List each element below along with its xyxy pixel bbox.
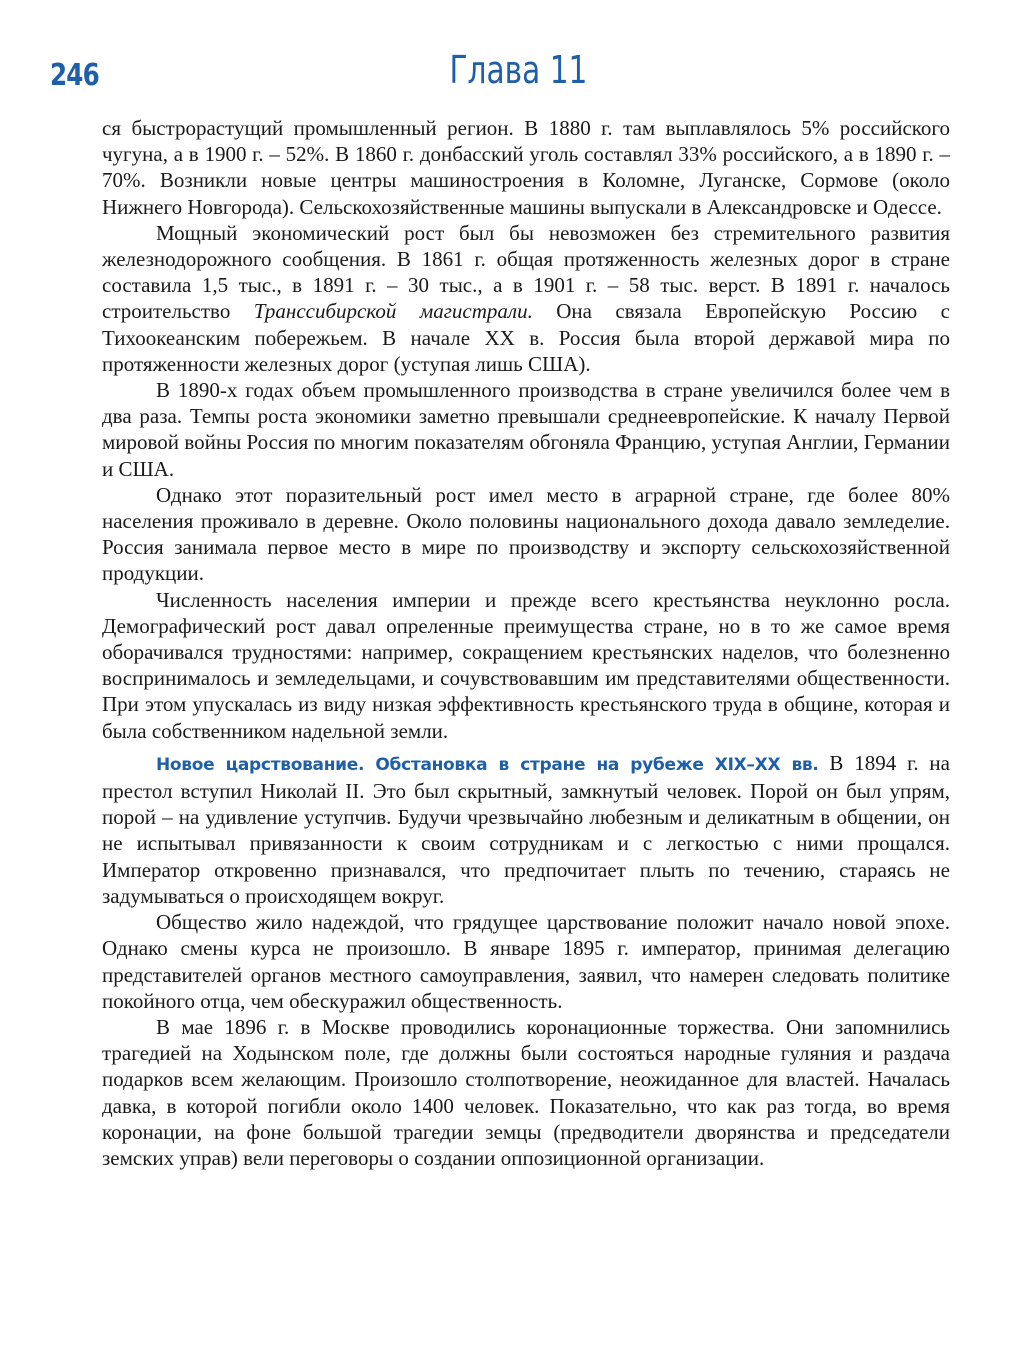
page-number: 246 (50, 58, 99, 93)
paragraph-5: Численность населения империи и прежде всего крестьянства неуклонно росла. Демографический рост давал опреленные преимущества стране, но в то же самое время оборачивался трудностями: например, сокращением крестьянских наделов, что болезненно воспринималось и земледельцами, и сочувствовавшим им представителями общественности. При этом упускалась из виду низкая эффективность крестьянского труда в общине, которая и была собственником надельной земли. (102, 587, 950, 743)
text-body (102, 115, 950, 1171)
paragraph-2-italic: Транссибирской магистрали. (253, 299, 533, 324)
paragraph-8: В мае 1896 г. в Москве проводились коронационные торжества. Они запомнились трагедией на Ходынском поле, где должны были состояться народные гуляния и раздача подарков всем желающим. Произошло столпотворение, неожиданное для властей. Началась давка, в которой погибли около 1400 человек. Показательно, что как раз тогда, во время коронации, на фоне большой трагедии земцы (предводители дворянства и председатели земских управ) вели переговоры о создании оппозиционной организации. (102, 1014, 950, 1170)
paragraph-6 (102, 750, 950, 909)
paragraph-4: Однако этот поразительный рост имел место в аграрной стране, где более 80% населения проживало в деревне. Около половины национального дохода давало земледелие. Россия занимала первое место в мире по производству и экспорту сельскохозяйственной продукции. (102, 482, 950, 586)
chapter-title (0, 48, 1036, 92)
paragraph-2-after: Она связала Европейскую Россию с Тихоокеанским побережьем. В начале ХХ в. Россия была второй державой мира по протяженности железных дорог (уступая лишь США). (102, 299, 951, 376)
chapter-title-text: Глава 11 (449, 48, 587, 92)
paragraph-2 (102, 220, 950, 377)
paragraph-6-text: В 1894 г. на престол вступил Николай II. Это был скрытный, замкнутый человек. Порой он был упрям, порой – на удивление уступчив. Будучи чрезвычайно любезным и деликатным в общении, он не испытывал привязанности к своим сотрудникам и с легкостью с ними прощался. Император откровенно признавался, что предпочитает плыть по течению, стараясь не задумываться о происходящем вокруг. (102, 750, 950, 908)
paragraph-2-before: Мощный экономический рост был бы невозможен без стремительного развития железнодорожного сообщения. В 1861 г. общая протяженность железных дорог в стране составила 1,5 тыс., в 1891 г. – 30 тыс., а в 1901 г. – 58 тыс. верст. В 1891 г. началось строительство (102, 220, 950, 324)
paragraph-1: ся быстрорастущий промышленный регион. В 1880 г. там выплавлялось 5% российского чугуна, а в 1900 г. – 52%. В 1860 г. донбасский уголь составлял 33% российского, а в 1890 г. – 70%. Возникли новые центры машиностроения в Коломне, Луганске, Сормове (около Нижнего Новгорода). Сельскохозяйственные машины выпускали в Александровске и Одессе. (102, 116, 950, 219)
paragraph-7: Общество жило надеждой, что грядущее царствование положит начало новой эпохе. Однако смены курса не произошло. В январе 1895 г. император, принимая делегацию представителей органов местного самоуправления, заявил, что намерен следовать политике покойного отца, чем обескуражил общественность. (102, 910, 950, 1013)
paragraph-3: В 1890-х годах объем промышленного производства в стране увеличился более чем в два раза. Темпы роста экономики заметно превышали среднеевропейские. К началу Первой мировой войны Россия по многим показателям обгоняла Францию, уступая Англии, Германии и США. (102, 378, 950, 481)
section-heading: Новое царствование. Обстановка в стране на рубеже XIX–XX вв. (156, 754, 819, 775)
